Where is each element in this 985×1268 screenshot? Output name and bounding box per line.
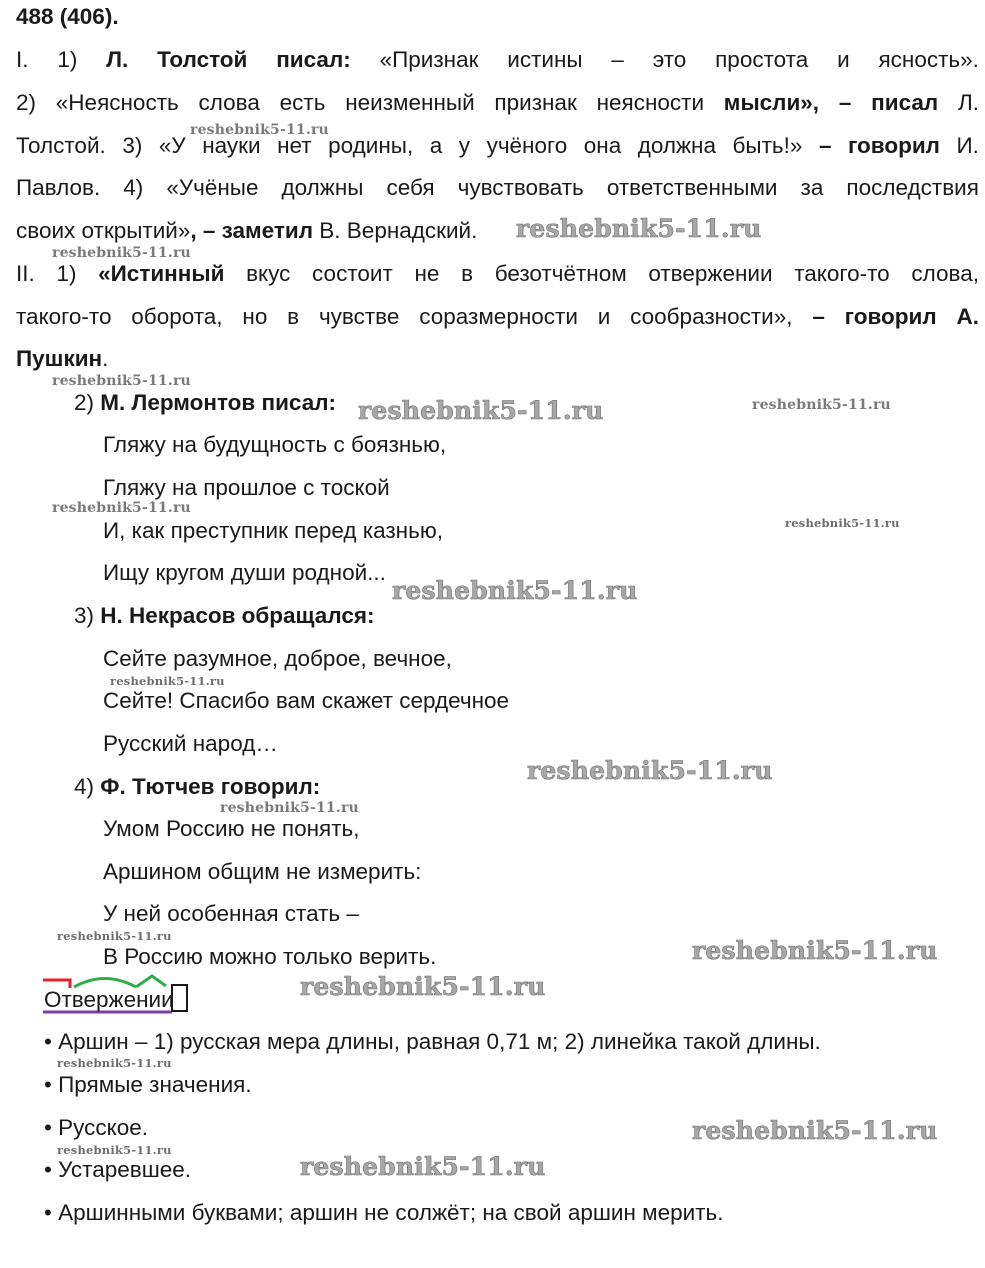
poem-line: Сейте! Спасибо вам скажет сердечное bbox=[103, 688, 510, 713]
watermark: reshebnik5-11.ru bbox=[110, 674, 225, 688]
poem-line: И, как преступник перед казнью, bbox=[103, 518, 443, 543]
task-number: 488 (406). bbox=[16, 4, 119, 29]
watermark: reshebnik5-11.ru bbox=[516, 214, 762, 243]
poem-line: В Россию можно только верить. bbox=[103, 944, 437, 969]
nekrasov-heading: 3) Н. Некрасов обращался: bbox=[74, 603, 375, 628]
watermark: reshebnik5-11.ru bbox=[692, 936, 938, 965]
watermark: reshebnik5-11.ru bbox=[190, 122, 329, 138]
watermark: reshebnik5-11.ru bbox=[692, 1116, 938, 1145]
ending-box bbox=[172, 985, 187, 1011]
paragraph-2-line-3: Пушкин. bbox=[16, 346, 109, 371]
paragraph-1-line-4: Павлов. 4) «Учёные должны себя чувствовать ответственными за последствия bbox=[16, 175, 979, 200]
tyutchev-heading: 4) Ф. Тютчев говорил: bbox=[74, 774, 321, 799]
poem-line: У ней особенная стать – bbox=[103, 901, 359, 926]
paragraph-1-line-2: 2) «Неясность слова есть неизменный признак неясности мысли», – писал Л. bbox=[16, 90, 979, 115]
watermark: reshebnik5-11.ru bbox=[220, 800, 359, 816]
lermontov-heading: 2) М. Лермонтов писал: bbox=[74, 390, 337, 415]
poem-line: Гляжу на будущность с боязнью, bbox=[103, 432, 447, 457]
watermark: reshebnik5-11.ru bbox=[752, 397, 891, 413]
poem-line: Гляжу на прошлое с тоской bbox=[103, 475, 390, 500]
poem-line: Сейте разумное, доброе, вечное, bbox=[103, 646, 452, 671]
morph-word: Отвержении bbox=[44, 987, 174, 1012]
bullet-item: • Устаревшее. bbox=[44, 1157, 192, 1182]
watermark: reshebnik5-11.ru bbox=[392, 576, 638, 605]
paragraph-2-line-1: II. 1) «Истинный вкус состоит не в безотчётном отвержении такого-то слова, bbox=[16, 261, 979, 286]
watermark: reshebnik5-11.ru bbox=[300, 972, 546, 1001]
paragraph-1-line-3: Толстой. 3) «У науки нет родины, а у учёного она должна быть!» – говорил И. bbox=[16, 133, 979, 158]
watermark: reshebnik5-11.ru bbox=[300, 1152, 546, 1181]
bullet-item: • Прямые значения. bbox=[44, 1072, 252, 1097]
watermark: reshebnik5-11.ru bbox=[52, 245, 191, 261]
poem-line: Умом Россию не понять, bbox=[103, 816, 360, 841]
bullet-item: • Аршинными буквами; аршин не солжёт; на свой аршин мерить. bbox=[44, 1200, 724, 1225]
paragraph-1-line-5: своих открытий», – заметил В. Вернадский. bbox=[16, 218, 478, 243]
watermark: reshebnik5-11.ru bbox=[57, 1056, 172, 1070]
paragraph-1-line-1: I. 1) Л. Толстой писал: «Признак истины – это простота и ясность». bbox=[16, 47, 979, 72]
poem-line: Аршином общим не измерить: bbox=[103, 859, 422, 884]
watermark: reshebnik5-11.ru bbox=[52, 500, 191, 516]
watermark: reshebnik5-11.ru bbox=[785, 516, 900, 530]
paragraph-2-line-2: такого-то оборота, но в чувстве соразмерности и сообразности», – говорил А. bbox=[16, 304, 979, 329]
watermark: reshebnik5-11.ru bbox=[57, 929, 172, 943]
watermark: reshebnik5-11.ru bbox=[527, 756, 773, 785]
watermark: reshebnik5-11.ru bbox=[57, 1143, 172, 1157]
poem-line: Русский народ… bbox=[103, 731, 278, 756]
poem-line: Ищу кругом души родной... bbox=[103, 560, 386, 585]
bullet-item: • Русское. bbox=[44, 1115, 149, 1140]
bullet-item: • Аршин – 1) русская мера длины, равная 0,71 м; 2) линейка такой длины. bbox=[44, 1029, 821, 1054]
watermark: reshebnik5-11.ru bbox=[358, 396, 604, 425]
watermark: reshebnik5-11.ru bbox=[52, 373, 191, 389]
